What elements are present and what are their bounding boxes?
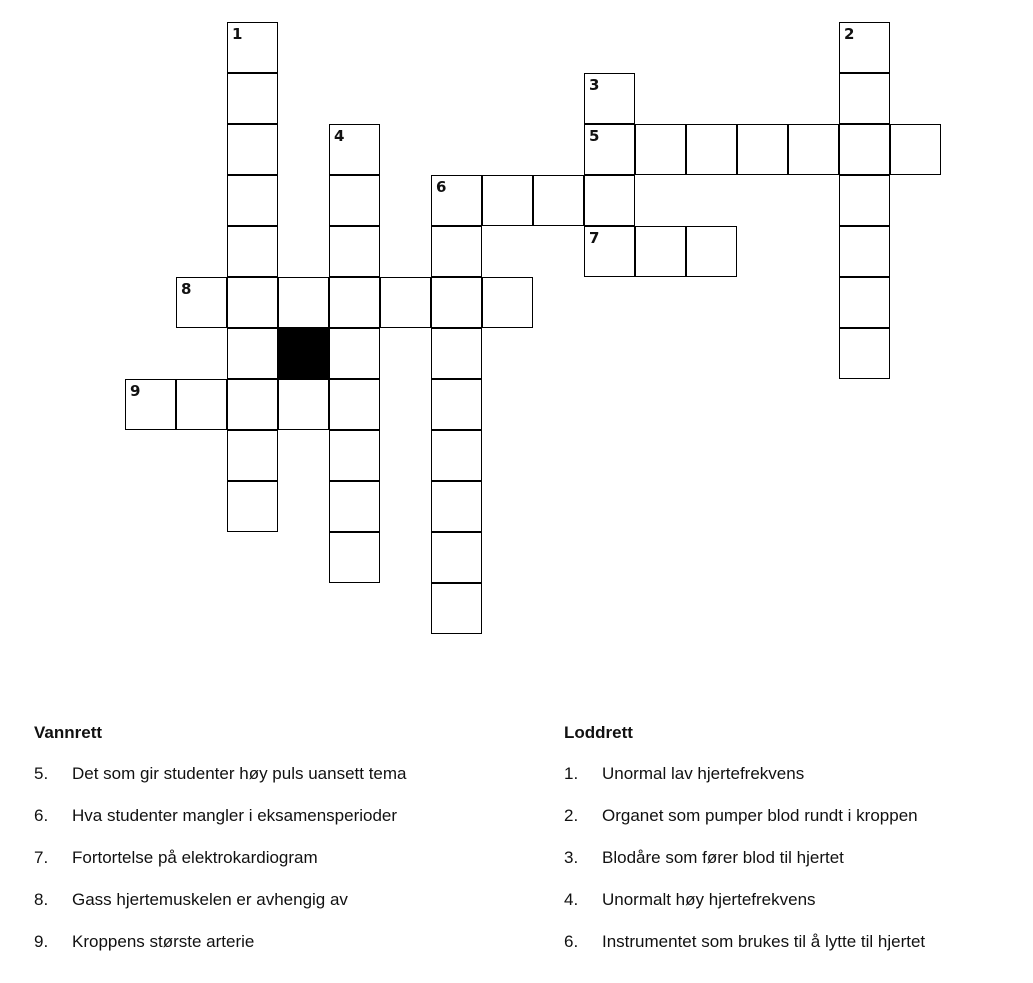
clue-number: 8. — [34, 890, 49, 909]
answer-cell[interactable] — [329, 481, 380, 532]
across-clues — [34, 722, 534, 973]
answer-cell[interactable] — [227, 379, 278, 430]
across-clue — [34, 931, 534, 953]
across-clue — [34, 763, 534, 785]
answer-cell[interactable] — [839, 22, 890, 73]
clue-number: 5. — [34, 764, 49, 783]
answer-cell[interactable] — [278, 277, 329, 328]
answer-cell[interactable] — [227, 124, 278, 175]
across-clue — [34, 847, 534, 869]
answer-cell[interactable] — [329, 379, 380, 430]
answer-cell[interactable] — [686, 124, 737, 175]
answer-cell[interactable] — [839, 124, 890, 175]
clue-number: 7. — [34, 848, 49, 867]
answer-cell[interactable] — [431, 532, 482, 583]
clue-text: Fortortelse på elektrokardiogram — [72, 848, 318, 867]
clue-number-label: 5 — [589, 127, 600, 145]
answer-cell[interactable] — [839, 226, 890, 277]
clue-text: Instrumentet som brukes til å lytte til hjertet — [602, 932, 926, 951]
clue-text: Unormalt høy hjertefrekvens — [602, 890, 816, 909]
clue-number-label: 8 — [181, 280, 192, 298]
answer-cell[interactable] — [329, 277, 380, 328]
answer-cell[interactable] — [635, 226, 686, 277]
clue-number-label: 6 — [436, 178, 447, 196]
answer-cell[interactable] — [431, 328, 482, 379]
answer-cell[interactable] — [839, 175, 890, 226]
down-clue — [564, 763, 1024, 785]
blocked-cell — [278, 328, 329, 379]
answer-cell[interactable] — [125, 379, 176, 430]
clue-number-label: 3 — [589, 76, 600, 94]
clue-number-label: 2 — [844, 25, 855, 43]
answer-cell[interactable] — [737, 124, 788, 175]
answer-cell[interactable] — [278, 379, 329, 430]
answer-cell[interactable] — [533, 175, 584, 226]
clue-number: 6. — [564, 932, 579, 951]
down-clue — [564, 931, 1024, 953]
answer-cell[interactable] — [584, 124, 635, 175]
clue-text: Blodåre som fører blod til hjertet — [602, 848, 844, 867]
clue-text: Hva studenter mangler i eksamensperioder — [72, 806, 398, 825]
answer-cell[interactable] — [227, 481, 278, 532]
answer-cell[interactable] — [380, 277, 431, 328]
clue-text: Kroppens største arterie — [72, 932, 255, 951]
clue-number: 3. — [564, 848, 579, 867]
clue-number: 9. — [34, 932, 49, 951]
down-clue — [564, 805, 1024, 827]
answer-cell[interactable] — [839, 73, 890, 124]
clue-text: Det som gir studenter høy puls uansett tema — [72, 764, 407, 783]
answer-cell[interactable] — [482, 175, 533, 226]
answer-cell[interactable] — [329, 532, 380, 583]
answer-cell[interactable] — [227, 430, 278, 481]
across-title: Vannrett — [34, 723, 103, 742]
answer-cell[interactable] — [227, 73, 278, 124]
clue-number-label: 9 — [130, 382, 141, 400]
answer-cell[interactable] — [329, 430, 380, 481]
answer-cell[interactable] — [839, 328, 890, 379]
answer-cell[interactable] — [584, 73, 635, 124]
down-title: Loddrett — [564, 723, 633, 742]
answer-cell[interactable] — [431, 277, 482, 328]
clue-text: Unormal lav hjertefrekvens — [602, 764, 805, 783]
down-clue — [564, 889, 1024, 911]
answer-cell[interactable] — [329, 124, 380, 175]
answer-cell[interactable] — [431, 175, 482, 226]
across-clue — [34, 889, 534, 911]
answer-cell[interactable] — [227, 328, 278, 379]
clue-number: 4. — [564, 890, 579, 909]
clue-number: 6. — [34, 806, 49, 825]
clue-number-label: 4 — [334, 127, 345, 145]
answer-cell[interactable] — [839, 277, 890, 328]
answer-cell[interactable] — [227, 226, 278, 277]
answer-cell[interactable] — [227, 22, 278, 73]
clue-text: Gass hjertemuskelen er avhengig av — [72, 890, 348, 909]
answer-cell[interactable] — [890, 124, 941, 175]
answer-cell[interactable] — [686, 226, 737, 277]
answer-cell[interactable] — [584, 175, 635, 226]
answer-cell[interactable] — [431, 583, 482, 634]
answer-cell[interactable] — [227, 175, 278, 226]
answer-cell[interactable] — [329, 175, 380, 226]
answer-cell[interactable] — [788, 124, 839, 175]
clue-number: 2. — [564, 806, 579, 825]
answer-cell[interactable] — [329, 328, 380, 379]
answer-cell[interactable] — [482, 277, 533, 328]
answer-cell[interactable] — [635, 124, 686, 175]
clue-number: 1. — [564, 764, 579, 783]
answer-cell[interactable] — [176, 379, 227, 430]
clue-number-label: 1 — [232, 25, 243, 43]
answer-cell[interactable] — [431, 430, 482, 481]
answer-cell[interactable] — [227, 277, 278, 328]
answer-cell[interactable] — [431, 481, 482, 532]
answer-cell[interactable] — [431, 379, 482, 430]
answer-cell[interactable] — [176, 277, 227, 328]
across-clue — [34, 805, 534, 827]
answer-cell[interactable] — [584, 226, 635, 277]
answer-cell[interactable] — [431, 226, 482, 277]
answer-cell[interactable] — [329, 226, 380, 277]
down-clues — [564, 722, 1024, 973]
down-clue — [564, 847, 1024, 869]
clue-number-label: 7 — [589, 229, 600, 247]
clue-text: Organet som pumper blod rundt i kroppen — [602, 806, 918, 825]
